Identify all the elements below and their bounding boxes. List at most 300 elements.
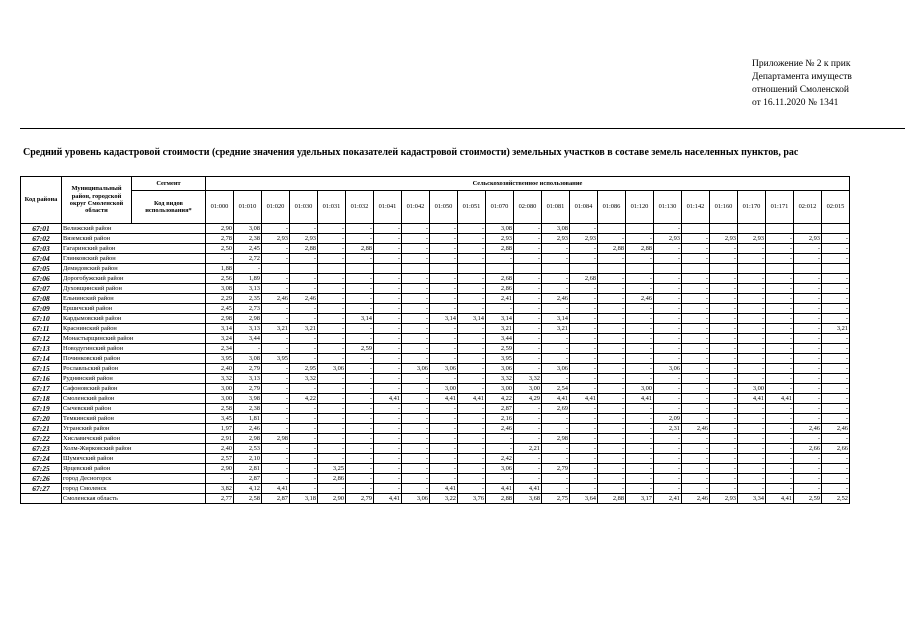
value-cell: -: [794, 404, 822, 414]
value-cell: -: [458, 354, 486, 364]
value-cell: -: [738, 364, 766, 374]
value-cell: -: [682, 274, 710, 284]
value-cell: 2,10: [234, 454, 262, 464]
value-cell: -: [458, 424, 486, 434]
value-cell: 2,93: [654, 234, 682, 244]
value-cell: -: [766, 454, 794, 464]
value-cell: 3,22: [430, 494, 458, 504]
value-cell: -: [430, 434, 458, 444]
value-cell: -: [542, 414, 570, 424]
value-cell: -: [346, 414, 374, 424]
value-cell: -: [682, 284, 710, 294]
value-cell: -: [710, 304, 738, 314]
value-cell: -: [626, 234, 654, 244]
value-cell: [486, 264, 514, 274]
value-cell: -: [654, 484, 682, 494]
value-cell: [710, 224, 738, 234]
value-cell: -: [318, 284, 346, 294]
value-cell: -: [710, 284, 738, 294]
value-cell: -: [738, 324, 766, 334]
value-cell: 2,88: [486, 244, 514, 254]
value-cell: 2,34: [206, 344, 234, 354]
value-cell: -: [654, 274, 682, 284]
value-cell: -: [794, 374, 822, 384]
value-cell: -: [430, 414, 458, 424]
value-cell: -: [402, 334, 430, 344]
value-cell: -: [682, 454, 710, 464]
value-cell: 2,87: [234, 474, 262, 484]
value-cell: 3,14: [542, 314, 570, 324]
value-cell: -: [374, 324, 402, 334]
value-cell: -: [738, 424, 766, 434]
value-cell: 2,53: [234, 444, 262, 454]
district-name: Краснинский район: [62, 324, 206, 334]
table-row: [21, 264, 850, 274]
value-cell: -: [794, 434, 822, 444]
value-cell: 4,41: [374, 394, 402, 404]
table-row: [21, 344, 850, 354]
value-cell: -: [822, 234, 850, 244]
column-header: 01:084: [570, 191, 598, 224]
value-cell: -: [598, 374, 626, 384]
value-cell: -: [514, 404, 542, 414]
value-cell: 3,14: [458, 314, 486, 324]
value-cell: -: [374, 334, 402, 344]
value-cell: -: [318, 444, 346, 454]
value-cell: 3,34: [738, 494, 766, 504]
value-cell: -: [738, 444, 766, 454]
value-cell: -: [374, 354, 402, 364]
value-cell: -: [682, 364, 710, 374]
value-cell: 3,06: [318, 364, 346, 374]
value-cell: -: [710, 464, 738, 474]
value-cell: -: [402, 464, 430, 474]
value-cell: 3,32: [486, 374, 514, 384]
value-cell: -: [682, 384, 710, 394]
district-name: Угранский район: [62, 424, 206, 434]
value-cell: -: [598, 484, 626, 494]
value-cell: -: [346, 454, 374, 464]
value-cell: -: [822, 254, 850, 264]
value-cell: -: [374, 254, 402, 264]
value-cell: 2,59: [346, 344, 374, 354]
value-cell: -: [318, 324, 346, 334]
value-cell: 2,58: [234, 494, 262, 504]
value-cell: 2,91: [206, 434, 234, 444]
value-cell: -: [682, 484, 710, 494]
value-cell: -: [402, 304, 430, 314]
district-name: Гагаринский район: [62, 244, 206, 254]
value-cell: 2,40: [206, 364, 234, 374]
value-cell: -: [262, 384, 290, 394]
value-cell: -: [654, 374, 682, 384]
value-cell: -: [234, 344, 262, 354]
value-cell: -: [766, 384, 794, 394]
value-cell: 2,66: [794, 444, 822, 454]
district-name: город Десногорск: [62, 474, 206, 484]
value-cell: -: [346, 364, 374, 374]
value-cell: -: [374, 484, 402, 494]
column-header: 01:142: [682, 191, 710, 224]
value-cell: -: [542, 304, 570, 314]
value-cell: -: [626, 474, 654, 484]
district-name: Сафоновский район: [62, 384, 206, 394]
column-header: 01:070: [486, 191, 514, 224]
value-cell: -: [430, 284, 458, 294]
value-cell: -: [598, 414, 626, 424]
value-cell: -: [262, 334, 290, 344]
value-cell: -: [458, 444, 486, 454]
value-cell: -: [794, 384, 822, 394]
value-cell: 3,21: [290, 324, 318, 334]
district-code: 67:03: [21, 244, 62, 254]
value-cell: -: [598, 284, 626, 294]
value-cell: -: [738, 414, 766, 424]
value-cell: -: [682, 244, 710, 254]
value-cell: -: [570, 474, 598, 484]
value-cell: 3,21: [486, 324, 514, 334]
value-cell: -: [710, 244, 738, 254]
value-cell: -: [346, 234, 374, 244]
value-cell: -: [514, 304, 542, 314]
value-cell: -: [402, 374, 430, 384]
value-cell: -: [570, 364, 598, 374]
value-cell: 2,93: [262, 234, 290, 244]
value-cell: -: [570, 314, 598, 324]
note-line-3: отношений Смоленской: [752, 85, 849, 95]
value-cell: -: [514, 274, 542, 284]
column-header: 01:032: [346, 191, 374, 224]
table-row: [21, 414, 850, 424]
value-cell: 2,54: [542, 384, 570, 394]
table-row: [21, 334, 850, 344]
header-segment: Сегмент: [132, 177, 206, 191]
value-cell: -: [626, 374, 654, 384]
value-cell: -: [346, 374, 374, 384]
value-cell: -: [794, 334, 822, 344]
value-cell: -: [570, 254, 598, 264]
value-cell: 4,41: [514, 484, 542, 494]
value-cell: -: [262, 274, 290, 284]
value-cell: -: [626, 434, 654, 444]
value-cell: 3,64: [570, 494, 598, 504]
value-cell: [822, 224, 850, 234]
value-cell: -: [598, 394, 626, 404]
value-cell: [822, 264, 850, 274]
value-cell: -: [766, 314, 794, 324]
value-cell: 3,06: [486, 364, 514, 374]
value-cell: [374, 264, 402, 274]
header-agricultural-use: Сельскохозяйственное использование: [206, 177, 850, 191]
value-cell: -: [514, 234, 542, 244]
district-name: Холм-Жирковский район: [62, 444, 206, 454]
value-cell: 4,12: [234, 484, 262, 494]
value-cell: -: [514, 434, 542, 444]
value-cell: -: [682, 404, 710, 414]
value-cell: -: [570, 304, 598, 314]
value-cell: 2,46: [794, 424, 822, 434]
district-code: 67:02: [21, 234, 62, 244]
value-cell: -: [766, 304, 794, 314]
value-cell: -: [654, 314, 682, 324]
value-cell: -: [794, 484, 822, 494]
value-cell: -: [542, 354, 570, 364]
value-cell: -: [598, 384, 626, 394]
value-cell: 4,41: [430, 394, 458, 404]
value-cell: [598, 224, 626, 234]
column-header: 01:170: [738, 191, 766, 224]
value-cell: 3,08: [486, 224, 514, 234]
district-code: 67:15: [21, 364, 62, 374]
value-cell: 2,87: [486, 404, 514, 414]
value-cell: 2,98: [542, 434, 570, 444]
value-cell: 2,56: [206, 274, 234, 284]
value-cell: -: [710, 394, 738, 404]
value-cell: -: [710, 434, 738, 444]
value-cell: 4,41: [766, 394, 794, 404]
value-cell: 2,45: [206, 304, 234, 314]
value-cell: [766, 264, 794, 274]
value-cell: -: [626, 444, 654, 454]
value-cell: -: [318, 434, 346, 444]
value-cell: -: [430, 254, 458, 264]
value-cell: 2,69: [542, 404, 570, 414]
value-cell: -: [710, 474, 738, 484]
value-cell: -: [514, 454, 542, 464]
value-cell: -: [570, 484, 598, 494]
value-cell: -: [430, 324, 458, 334]
value-cell: 4,41: [570, 394, 598, 404]
value-cell: -: [458, 274, 486, 284]
value-cell: -: [318, 234, 346, 244]
value-cell: -: [290, 424, 318, 434]
value-cell: 2,50: [206, 244, 234, 254]
value-cell: [514, 264, 542, 274]
district-name: Ершичский район: [62, 304, 206, 314]
value-cell: -: [290, 314, 318, 324]
value-cell: -: [374, 414, 402, 424]
district-name: Рославльский район: [62, 364, 206, 374]
value-cell: 2,68: [486, 274, 514, 284]
value-cell: -: [738, 344, 766, 354]
value-cell: -: [822, 434, 850, 444]
value-cell: 3,44: [486, 334, 514, 344]
column-header: 01:130: [654, 191, 682, 224]
value-cell: -: [262, 224, 290, 234]
value-cell: -: [346, 274, 374, 284]
value-cell: -: [458, 284, 486, 294]
value-cell: -: [458, 234, 486, 244]
value-cell: -: [766, 354, 794, 364]
value-cell: 2,46: [626, 294, 654, 304]
value-cell: 2,41: [486, 294, 514, 304]
value-cell: 2,86: [486, 284, 514, 294]
value-cell: 1,89: [234, 274, 262, 284]
value-cell: 3,14: [486, 314, 514, 324]
district-code: 67:09: [21, 304, 62, 314]
value-cell: -: [458, 244, 486, 254]
value-cell: -: [514, 284, 542, 294]
district-code: 67:18: [21, 394, 62, 404]
value-cell: -: [290, 434, 318, 444]
value-cell: -: [766, 374, 794, 384]
value-cell: -: [318, 304, 346, 314]
district-name: Велижский район: [62, 224, 206, 234]
table-row: [21, 454, 850, 464]
value-cell: 3,00: [738, 384, 766, 394]
value-cell: -: [346, 474, 374, 484]
value-cell: -: [430, 224, 458, 234]
value-cell: -: [542, 444, 570, 454]
value-cell: -: [570, 354, 598, 364]
district-code: 67:16: [21, 374, 62, 384]
value-cell: -: [570, 224, 598, 234]
header-municipality: Муниципальный район, городской округ Смоленской области: [62, 177, 132, 224]
value-cell: -: [402, 294, 430, 304]
value-cell: -: [318, 254, 346, 264]
value-cell: -: [290, 444, 318, 454]
value-cell: 4,41: [374, 494, 402, 504]
district-name: Ельнинский район: [62, 294, 206, 304]
district-name: Монастырщинский район: [62, 334, 206, 344]
value-cell: 3,00: [206, 384, 234, 394]
value-cell: 3,14: [430, 314, 458, 324]
value-cell: 3,06: [402, 494, 430, 504]
value-cell: 2,72: [234, 254, 262, 264]
value-cell: -: [290, 484, 318, 494]
value-cell: -: [206, 474, 234, 484]
value-cell: -: [514, 314, 542, 324]
value-cell: -: [374, 344, 402, 354]
value-cell: -: [570, 294, 598, 304]
district-code: 67:06: [21, 274, 62, 284]
value-cell: -: [542, 244, 570, 254]
value-cell: -: [374, 404, 402, 414]
value-cell: -: [822, 304, 850, 314]
value-cell: 3,24: [206, 334, 234, 344]
value-cell: -: [626, 254, 654, 264]
value-cell: -: [262, 244, 290, 254]
value-cell: -: [318, 404, 346, 414]
value-cell: -: [682, 414, 710, 424]
value-cell: -: [598, 324, 626, 334]
value-cell: [458, 264, 486, 274]
value-cell: 2,68: [570, 274, 598, 284]
value-cell: -: [682, 394, 710, 404]
value-cell: [346, 264, 374, 274]
value-cell: -: [570, 244, 598, 254]
value-cell: -: [654, 244, 682, 254]
header-row-2: [21, 191, 850, 224]
value-cell: -: [374, 244, 402, 254]
value-cell: -: [710, 334, 738, 344]
district-code: 67:07: [21, 284, 62, 294]
value-cell: -: [682, 334, 710, 344]
value-cell: -: [374, 434, 402, 444]
value-cell: -: [514, 254, 542, 264]
district-name: Духовщинский район: [62, 284, 206, 294]
value-cell: -: [346, 424, 374, 434]
value-cell: [710, 264, 738, 274]
value-cell: -: [290, 284, 318, 294]
column-header: 02:012: [794, 191, 822, 224]
value-cell: -: [262, 394, 290, 404]
district-code: 67:12: [21, 334, 62, 344]
value-cell: -: [822, 474, 850, 484]
value-cell: -: [598, 354, 626, 364]
document-title: Средний уровень кадастровой стоимости (средние значения удельных показателей кадастровой стоимости) земельных участков в составе земель населенных пунктов, рас: [23, 147, 799, 158]
note-line-2: Департамента имуществ: [752, 72, 852, 82]
value-cell: -: [766, 464, 794, 474]
value-cell: -: [402, 254, 430, 264]
value-cell: -: [570, 384, 598, 394]
value-cell: 2,90: [206, 464, 234, 474]
value-cell: -: [738, 354, 766, 364]
table-row: [21, 284, 850, 294]
column-header: 01:010: [234, 191, 262, 224]
value-cell: -: [794, 354, 822, 364]
value-cell: 3,06: [654, 364, 682, 374]
value-cell: -: [794, 344, 822, 354]
value-cell: -: [626, 454, 654, 464]
value-cell: [318, 264, 346, 274]
value-cell: [626, 264, 654, 274]
value-cell: -: [318, 394, 346, 404]
value-cell: 2,88: [598, 244, 626, 254]
value-cell: -: [570, 324, 598, 334]
value-cell: -: [430, 234, 458, 244]
value-cell: -: [542, 454, 570, 464]
value-cell: -: [682, 304, 710, 314]
value-cell: -: [262, 444, 290, 454]
district-code: [21, 494, 62, 504]
value-cell: -: [738, 474, 766, 484]
value-cell: 3,68: [514, 494, 542, 504]
value-cell: 2,46: [822, 424, 850, 434]
column-header: 01:051: [458, 191, 486, 224]
district-name: Дорогобужский район: [62, 274, 206, 284]
value-cell: 3,06: [542, 364, 570, 374]
value-cell: 3,08: [206, 284, 234, 294]
value-cell: -: [626, 464, 654, 474]
column-header: 01:041: [374, 191, 402, 224]
value-cell: -: [346, 394, 374, 404]
value-cell: -: [346, 384, 374, 394]
value-cell: -: [822, 464, 850, 474]
column-header: 01:042: [402, 191, 430, 224]
value-cell: -: [654, 284, 682, 294]
district-code: 67:08: [21, 294, 62, 304]
value-cell: -: [822, 284, 850, 294]
value-cell: -: [318, 344, 346, 354]
value-cell: -: [626, 324, 654, 334]
value-cell: [682, 264, 710, 274]
value-cell: -: [738, 274, 766, 284]
value-cell: 2,79: [234, 384, 262, 394]
value-cell: -: [430, 474, 458, 484]
value-cell: -: [710, 384, 738, 394]
value-cell: -: [318, 224, 346, 234]
value-cell: 3,08: [542, 224, 570, 234]
value-cell: -: [710, 254, 738, 264]
value-cell: -: [430, 244, 458, 254]
value-cell: 3,32: [514, 374, 542, 384]
value-cell: -: [374, 294, 402, 304]
value-cell: 2,98: [206, 314, 234, 324]
value-cell: 2,88: [626, 244, 654, 254]
table-row: [21, 274, 850, 284]
value-cell: -: [346, 484, 374, 494]
